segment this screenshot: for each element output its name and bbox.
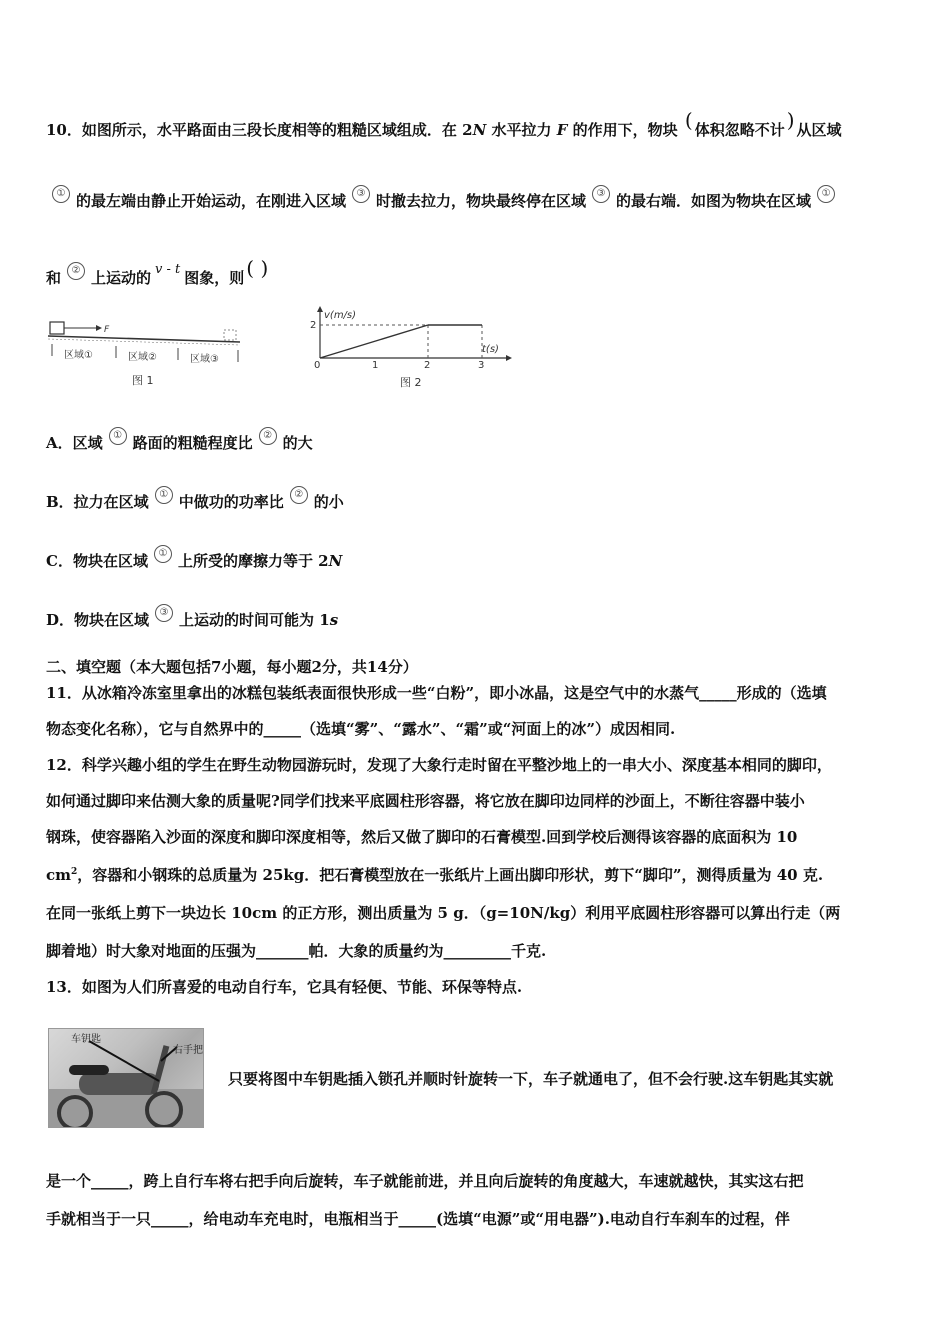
q13-line-1: 13．如图为人们所喜爱的电动自行车，它具有轻便、节能、环保等特点. <box>46 978 523 996</box>
q10-text: 和 <box>46 269 62 287</box>
answer-blank: ( ) <box>246 256 269 280</box>
section-heading: 二、填空题（本大题包括7小题，每小题2分，共14分） <box>46 658 418 676</box>
circled-number: ② <box>259 427 277 445</box>
option-text: D．物块在区域 <box>46 611 150 629</box>
q10-text: 的作用下，物块 <box>572 121 678 139</box>
q10-text: 水平拉力 <box>491 121 552 139</box>
circled-number: ② <box>290 486 308 504</box>
superscript: 2 <box>71 867 78 877</box>
option-text: 的小 <box>313 493 344 511</box>
v-axis-label: v(m/s) <box>324 310 357 321</box>
paren-close: ) <box>786 108 795 132</box>
q10-text: 从区域 <box>796 121 842 139</box>
v-axis-arrow <box>317 306 323 312</box>
figure-2 <box>306 306 522 392</box>
force-arrowhead <box>96 325 102 331</box>
electric-bike-photo <box>48 1028 204 1128</box>
circled-number: ① <box>155 486 173 504</box>
q10-text: 的最右端．如图为物块在区域 <box>616 192 812 210</box>
v-tick-2: 2 <box>310 320 317 331</box>
q12-line-5: 在同一张纸上剪下一块边长 10cm 的正方形，测出质量为 5 g．（g=10N/kg）利用平底圆柱形容器可以算出行走（两 <box>46 904 841 922</box>
q12-line-2: 如何通过脚印来估测大象的质量呢?同学们找来平底圆柱形容器，将它放在脚印边同样的沙面上，不断往容器中装小 <box>46 792 805 810</box>
block <box>50 322 64 334</box>
option-text: 路面的粗糙程度比 <box>132 434 253 452</box>
road <box>48 336 240 342</box>
photo-label-handle: 右手把 <box>173 1045 203 1056</box>
q10-force-symbol: F <box>556 121 568 139</box>
paren-open: ( <box>684 108 693 132</box>
q10-text: 10．如图所示，水平路面由三段长度相等的粗糙区域组成．在 <box>46 121 457 139</box>
circled-number: ① <box>154 545 172 563</box>
q12-line-4 <box>46 864 823 885</box>
q12-text: cm <box>46 866 72 884</box>
q11-line-1: 11．从冰箱冷冻室里拿出的冰糕包装纸表面很快形成一些“白粉”，即小冰晶，这是空气中的水蒸气_____形成的（选填 <box>46 684 827 702</box>
q10-force-value: 2 <box>462 121 473 139</box>
circled-number: ① <box>817 185 835 203</box>
option-c <box>46 550 342 573</box>
t-axis-label: t(s) <box>482 344 499 355</box>
circled-number: ② <box>67 262 85 280</box>
circled-number: ③ <box>592 185 610 203</box>
option-text: 的大 <box>282 434 313 452</box>
t-axis-arrow <box>506 355 512 361</box>
zone-label-1: 区域① <box>64 350 93 361</box>
unit-s: s <box>329 611 339 629</box>
option-d <box>46 609 338 632</box>
q13-line-3: 手就相当于一只_____，给电动车充电时，电瓶相当于_____(选填“电源”或“用电器”).电动自行车刹车的过程，伴 <box>46 1210 790 1228</box>
force-label: F <box>104 325 110 335</box>
option-text: 中做功的功率比 <box>178 493 284 511</box>
option-text: B．拉力在区域 <box>46 493 149 511</box>
vt-symbol: v - t <box>155 262 181 277</box>
q10-text: 体积忽略不计 <box>694 121 785 139</box>
vt-line-accelerating <box>320 325 428 358</box>
option-b <box>46 491 344 514</box>
photo-label-key: 车钥匙 <box>71 1034 101 1045</box>
figure-1 <box>44 316 244 388</box>
q12-line-6: 脚着地）时大象对地面的压强为_______帕．大象的质量约为_________千克. <box>46 942 547 960</box>
t-tick-2: 2 <box>424 360 431 371</box>
circled-number: ③ <box>155 604 173 622</box>
q10-text: 图象，则 <box>184 269 245 287</box>
circled-number: ① <box>109 427 127 445</box>
q13-side-text: 只要将图中车钥匙插入锁孔并顺时针旋转一下，车子就通电了，但不会行驶.这车钥匙其实就 <box>228 1070 834 1088</box>
figure-2-caption: 图 2 <box>400 376 422 389</box>
option-text: C．物块在区域 <box>46 552 148 570</box>
t-tick-1: 1 <box>372 360 379 371</box>
key-arrow <box>89 1041 159 1081</box>
q10-line-2 <box>46 190 841 213</box>
option-text: 上所受的摩擦力等于 2 <box>177 552 329 570</box>
t-tick-3: 3 <box>478 360 485 371</box>
circled-number: ③ <box>352 185 370 203</box>
q10-unit-n: N <box>472 121 487 139</box>
q10-text: 上运动的 <box>91 269 152 287</box>
q10-line-1 <box>46 108 842 140</box>
q10-line-3 <box>46 256 270 290</box>
figure-1-caption: 图 1 <box>132 374 154 387</box>
q10-text: 的最左端由静止开始运动，在刚进入区域 <box>76 192 347 210</box>
option-text: 上运动的时间可能为 1 <box>179 611 330 629</box>
zone-label-2: 区域② <box>128 352 157 363</box>
road-texture <box>48 339 240 345</box>
q11-line-2: 物态变化名称），它与自然界中的_____（选填“雾”、“露水”、“霜”或“河面上的冰”）成因相同. <box>46 720 676 738</box>
unit-n: N <box>328 552 343 570</box>
q12-line-3: 钢珠，使容器陷入沙面的深度和脚印深度相等，然后又做了脚印的石膏模型.回到学校后测得该容器的底面积为 10 <box>46 828 798 846</box>
option-text: A．区域 <box>46 434 103 452</box>
circled-number: ① <box>52 185 70 203</box>
final-block <box>224 330 236 340</box>
zone-label-3: 区域③ <box>190 354 219 365</box>
t-tick-0: 0 <box>314 360 321 371</box>
q12-line-1: 12．科学兴趣小组的学生在野生动物园游玩时，发现了大象行走时留在平整沙地上的一串大小、深度基本相同的脚印， <box>46 756 832 774</box>
q12-text: ，容器和小钢珠的总质量为 25kg．把石膏模型放在一张纸片上画出脚印形状，剪下“脚印”，测得质量为 40 克. <box>77 866 824 884</box>
q10-text: 时撤去拉力，物块最终停在区域 <box>376 192 587 210</box>
q13-line-2: 是一个_____，跨上自行车将右把手向后旋转，车子就能前进，并且向后旋转的角度越大，车速就越快，其实这右把 <box>46 1172 804 1190</box>
option-a <box>46 432 313 455</box>
